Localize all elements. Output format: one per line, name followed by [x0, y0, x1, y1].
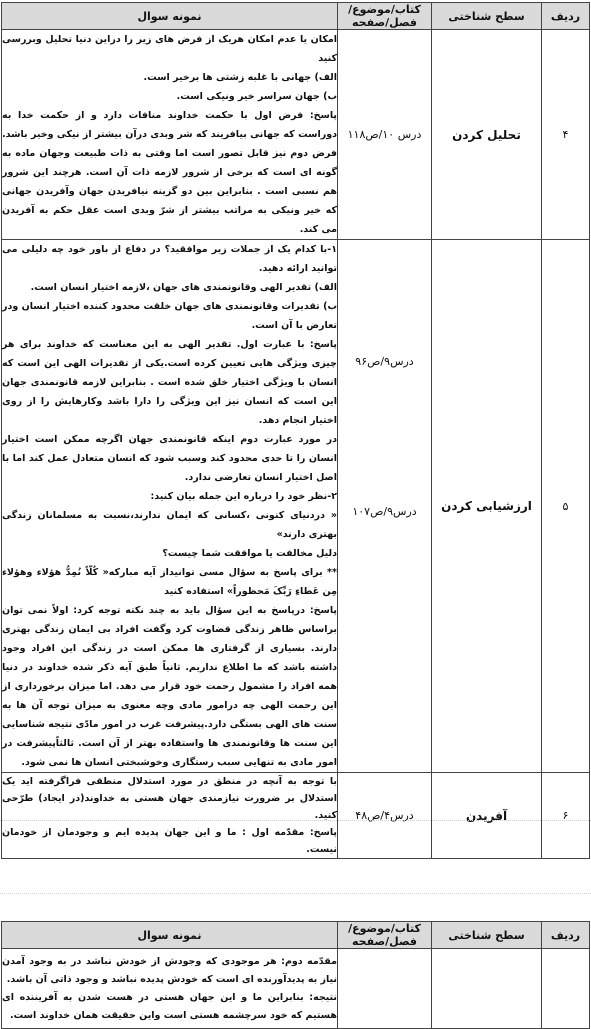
header-source: کتاب/موضوع/فصل/صفحه	[338, 3, 432, 30]
table-row	[2, 30, 590, 240]
answer-text: پاسخ: درپاسخ به این سؤال باید به چند نکته توجه کرد: اولاً نمی توان براساس ظاهر زندگی قضاوت کرد وگفت افراد بی ایمان زندگی بهتری دارند. بسیاری از گرفتاری ها ممکن است در زندگی این افراد وجود داشته باشد که ما اطلاع نداریم. ثانیاً طبق آیه ذکر شده خداوند در دنیا همه افراد را مشمول رحمت خود قرار می دهد. اما میزان برخورداری از این رحمت الهی چه درامور مادی وچه معنوی به میزان توجه آن ها به سنت های الهی بستگی دارد.پیشرفت غرب در امور مادّی نتیجه شناسایی این سنت ها وقانونمندی ها واستفاده بهتر از آن است. ثالثاًپیشرفت در امور مادی به تنهایی سبب رستگاری وخوشبختی انسان ها نمی شود.	[2, 605, 337, 768]
question-line: با توجه به آنچه در منطق در مورد استدلال منطقی فراگرفته اید یک استدلال بر ضرورت نیازمندی جهان هستی به خداوند(در ایجاد) طرّحی کنید.	[2, 776, 337, 821]
row-number: ۵	[542, 240, 590, 773]
table-row	[2, 949, 590, 1029]
question-line: ب) تقدیرات وقانونمندی های جهان خلقت محدود کننده اختیار انسان ودر تعارض با آن است.	[2, 301, 337, 331]
header-sample-question: نمونه سوال	[2, 3, 338, 30]
table-header-row	[2, 3, 590, 30]
row-number: ۴	[542, 30, 590, 240]
answer-text: پاسخ: با عبارت اول. تقدیر الهی به این معناست که خداوند برای هر چیزی ویژگی هایی تعیین کرده است.یکی از تقدیرات الهی این است که انسان با ویژگی اختیار خلق شده است . بنابراین لازمه قانونمندی جهان این است که انسان نیز این ویژگی را دارا باشد وکارهایش را از روی اختیار انجام دهد.	[2, 339, 337, 426]
source-reference-cell	[338, 240, 432, 773]
question-cell	[2, 240, 338, 773]
source-reference: درس۴/ص۴۸	[338, 773, 432, 859]
question-line: ب) جهان سراسر خیر ونیکی است.	[176, 91, 337, 102]
table-header-row	[2, 922, 590, 949]
row-number: ۶	[542, 773, 590, 859]
question-cell	[2, 30, 338, 240]
answer-text: پاسخ: مقدّمه اول : ما و این جهان پدیده ایم و وجودمان از خودمان نیست.	[2, 827, 337, 855]
cognitive-level: آفریدن	[432, 773, 542, 859]
cognitive-level: ارزشیابی کردن	[432, 240, 542, 773]
answer-text: در مورد عبارت دوم اینکه قانونمندی جهان اگرچه ممکن است اختیار انسان را تا حدی محدود کند وسبب شود که انسان متعادل عمل کند اما با اصل اختیار انسان تعارضی ندارد.	[2, 434, 337, 483]
question-line: ۲-نظر خود را درباره این جمله بیان کنید:	[150, 491, 337, 502]
question-cell	[2, 773, 338, 859]
answer-text: پاسخ: فرض اول با حکمت خداوند منافات دارد و از حکمت خدا به دوراست که جهانی بیافریند که شر وبدی درآن بیشتر از نیکی وخیر باشد. فرض دوم نیز قابل تصور است اما وقتی به ذات طبیعت وجهان ماده به گونه ای است که برخی از شرور لازمه ذات آن است. هرچند این شرور هم نسبی است . بنابراین بین دو گزینه نیافریدن جهان وآفریدن جهانی که خیر ونیکی به مراتب بیشتر از شرّ وبدی است عقل حکم به آفریدن می کند.	[2, 110, 337, 235]
header-cognitive-level: سطح شناختی	[432, 922, 542, 949]
page-separator	[0, 820, 591, 821]
questions-table	[1, 2, 590, 859]
question-cell	[2, 949, 338, 1029]
cognitive-level: تحلیل کردن	[432, 30, 542, 240]
header-cognitive-level: سطح شناختی	[432, 3, 542, 30]
answer-text: نتیجه: بنابراین ما و این جهان هستی در هست شدن به آفریننده ای هستیم که خود سرچشمه هستی است واین حقیقت همان خداوند است.	[2, 991, 337, 1021]
header-source: کتاب/موضوع/فصل/صفحه	[338, 922, 432, 949]
source-reference: درس۹/ص۱۰۷	[352, 504, 417, 518]
question-line: ۱-با کدام یک از جملات زیر موافقید؟ در دفاع از باور خود چه دلیلی می توانید ارائه دهید.	[2, 244, 337, 274]
questions-table-continued	[1, 921, 590, 1029]
header-row-number: ردیف	[542, 922, 590, 949]
source-reference: درس۹/ص۹۶	[355, 354, 414, 368]
question-line: دلیل مخالفت یا موافقت شما چیست؟	[162, 548, 337, 559]
question-line: الف) جهانی با غلبه زشتی ها برخیر است.	[143, 72, 337, 83]
table-row	[2, 773, 590, 859]
source-reference: درس ۱۰/ص۱۱۸	[338, 30, 432, 240]
hint-text: ** برای پاسخ به سؤال مسی توانیداز آیه مبارکه« کُلّاً نُمِدُّ هؤلاء وهؤلاء مِن عَطاءِ رَبِّکَ مَحظوراً» استفاده کنید	[2, 567, 337, 597]
page-separator	[0, 893, 591, 894]
header-row-number: ردیف	[542, 3, 590, 30]
question-line: الف) تقدیر الهی وقانونمندی های جهان ،لازمه اختیار انسان است.	[30, 282, 337, 293]
question-line: « دردنیای کنونی ،کسانی که ایمان ندارند،نسبت به مسلمانان زندگی بهتری دارند»	[2, 510, 337, 540]
table-row	[2, 240, 590, 773]
answer-text: مقدّمه دوم: هر موجودی که وجودش از خودش نباشد در به وجود آمدن نیاز به پدیدآورنده ای است که خودش پدیده نباشد و وجود ذاتی آن باشد.	[2, 955, 337, 985]
question-line: امکان یا عدم امکان هریک از فرض های زیر را دراین دنیا تحلیل وبررسی کنید	[2, 34, 337, 64]
header-sample-question: نمونه سوال	[2, 922, 338, 949]
